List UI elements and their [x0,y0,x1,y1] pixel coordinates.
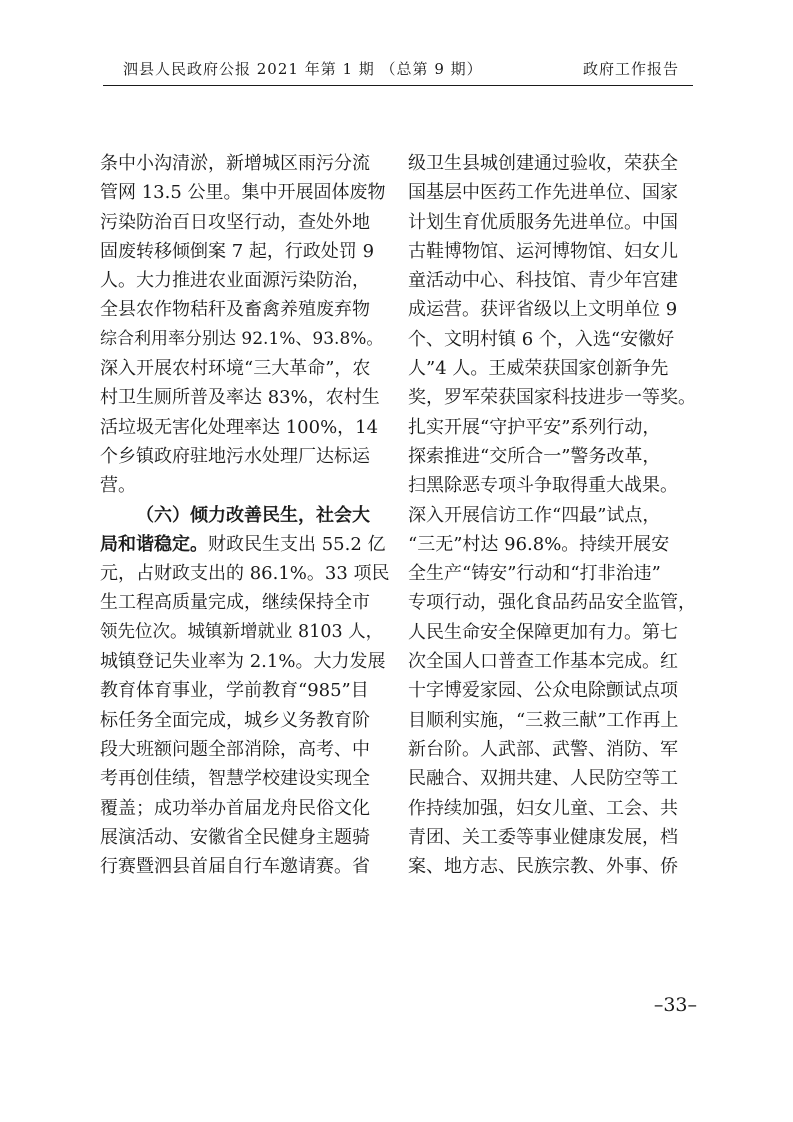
line-text: 标任务全面完成，城乡义务教育阶 [100,709,370,731]
bold-heading: （六）倾力改善民生，社会大 [136,504,370,526]
text-line [408,706,698,735]
text-line [408,237,698,266]
text-line [100,413,390,442]
line-text: 污染防治百日攻坚行动，查处外地 [100,211,370,233]
line-text: 村卫生厕所普及率达 83%，农村生 [100,387,380,409]
line-text: 考再创佳绩，智慧学校建设实现全 [100,768,370,790]
line-text: 民融合、双拥共建、人民防空等工 [408,768,678,790]
text-line [408,823,698,852]
text-line [408,354,698,383]
text-line [100,325,390,354]
text-line [408,266,698,295]
text-line [408,178,698,207]
text-line [100,823,390,852]
line-text: 扫黑除恶专项斗争取得重大战果。 [408,475,678,497]
line-text: 覆盖；成功举办首届龙舟民俗文化 [100,797,370,819]
line-text: 固废转移倾倒案 7 起，行政处罚 9 [100,240,375,262]
text-line [100,706,390,735]
text-line [100,178,390,207]
text-line [100,442,390,471]
line-text: 目顺利实施，“三救三献”工作再上 [408,709,679,731]
line-text: 童活动中心、科技馆、青少年宫建 [408,270,678,292]
line-text: 十字博爱家园、公众电除颤试点项 [408,680,678,702]
text-line [100,647,390,676]
line-text: 古鞋博物馆、运河博物馆、妇女儿 [408,240,678,262]
text-line [100,618,390,647]
text-line [100,237,390,266]
text-line [408,442,698,471]
line-text: 青团、关工委等事业健康发展，档 [408,826,678,848]
line-text: 条中小沟清淤，新增城区雨污分流 [100,153,370,174]
line-text: 新台阶。人武部、武警、消防、军 [408,738,678,760]
text-line [408,471,698,500]
line-text: 深入开展信访工作“四最”试点， [408,504,661,526]
line-text: 财政民生支出 55.2 亿 [208,533,386,555]
line-text: 综合利用率分别达 92.1%、93.8%。 [100,328,384,349]
text-line [100,208,390,237]
line-text: 全生产“铸安”行动和“打非治违” [408,563,661,585]
line-text: 个乡镇政府驻地污水处理厂达标运 [100,445,370,467]
line-text: 案、地方志、民族宗教、外事、侨 [408,856,678,878]
line-text: 计划生育优质服务先进单位。中国 [408,211,678,233]
text-line [100,559,390,588]
line-text: 人。大力推进农业面源污染防治， [100,270,370,292]
line-text: 奖，罗军荣获国家科技进步一等奖。 [408,387,696,409]
line-text: 扎实开展“守护平安”系列行动， [408,416,661,438]
right-column [408,149,698,881]
line-text: 生工程高质量完成，继续保持全市 [100,592,370,614]
text-line [408,383,698,412]
section-title: 政府工作报告 [582,60,679,78]
text-line [100,383,390,412]
text-line [408,559,698,588]
text-line [408,794,698,823]
text-line [100,501,390,530]
text-line [100,266,390,295]
text-line [408,764,698,793]
line-text: 全县农作物秸秆及畜禽养殖废弃物 [100,299,370,321]
line-text: 段大班额问题全部消除，高考、中 [100,738,370,760]
line-text: 城镇登记失业率为 2.1%。大力发展 [100,651,386,673]
publication-title: 泗县人民政府公报 2021 年第 1 期 （总第 9 期） [123,60,483,78]
left-column [100,149,390,881]
line-text: 个、文明村镇 6 个，入选“安徽好 [408,328,675,350]
line-text: 作持续加强，妇女儿童、工会、共 [408,797,678,819]
line-text: 人”4 人。王威荣获国家创新争先 [408,358,669,380]
line-text: 深入开展农村环境“三大革命”，农 [100,358,371,380]
text-line [100,852,390,881]
text-line [408,149,698,178]
text-line [100,471,390,500]
text-line [408,413,698,442]
text-line [408,618,698,647]
line-text: 国基层中医药工作先进单位、国家 [408,182,678,204]
text-line [408,208,698,237]
line-text: 专项行动，强化食品药品安全监管， [408,592,696,614]
text-line [100,794,390,823]
line-text: 展演活动、安徽省全民健身主题骑 [100,826,370,848]
line-text: 管网 13.5 公里。集中开展固体废物 [100,182,386,204]
line-text: 元，占财政支出的 86.1%。33 项民 [100,563,390,585]
line-text: 次全国人口普查工作基本完成。红 [408,651,678,673]
text-line [408,501,698,530]
line-text: 成运营。获评省级以上文明单位 9 [408,299,678,321]
line-text: 领先位次。城镇新增就业 8103 人， [100,621,384,642]
line-text: 行赛暨泗县首届自行车邀请赛。省 [100,856,370,878]
line-text: “三无”村达 96.8%。持续开展安 [408,533,670,555]
text-line [100,149,390,178]
text-line [408,530,698,559]
line-text: 人民生命安全保障更加有力。第七 [408,621,678,643]
text-line [100,764,390,793]
text-line [100,676,390,705]
text-line [100,530,390,559]
page-number: –33– [653,994,697,1016]
text-line [408,852,698,881]
line-text: 教育体育事业，学前教育“985”目 [100,680,369,702]
text-line [408,676,698,705]
line-text: 探索推进“交所合一”警务改革， [408,445,661,467]
bold-heading: 局和谐稳定。 [100,533,208,555]
text-line [100,735,390,764]
line-text: 活垃圾无害化处理率达 100%，14 [100,416,379,438]
text-line [100,295,390,324]
text-line [408,588,698,617]
text-line [408,647,698,676]
text-line [408,735,698,764]
line-text: 营。 [100,475,136,497]
text-line [100,354,390,383]
header-rule [103,85,693,86]
text-line [100,588,390,617]
line-text: 级卫生县城创建通过验收，荣获全 [408,153,678,174]
text-line [408,295,698,324]
text-line [408,325,698,354]
